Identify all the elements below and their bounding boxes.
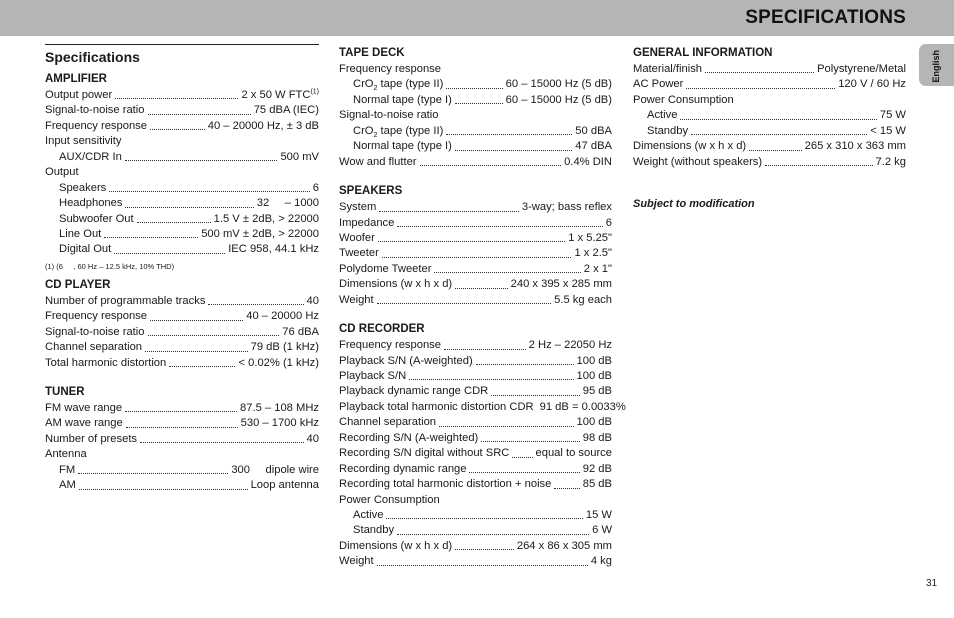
amplifier-title: AMPLIFIER bbox=[45, 73, 107, 85]
cd-player-title: CD PLAYER bbox=[45, 278, 111, 291]
spec-row: Playback dynamic range CDR 95 dB bbox=[339, 385, 612, 398]
spec-row: Dimensions (w x h x d) 240 x 395 x 285 mm bbox=[339, 278, 612, 291]
spec-row: Subwoofer Out 1.5 V ± 2dB, > 22000 bbox=[59, 212, 319, 225]
spec-row: Playback S/N (A-weighted) 100 dB bbox=[339, 354, 612, 367]
spec-row: Polydome Tweeter 2 x 1" bbox=[339, 262, 612, 275]
language-tab-label: English bbox=[931, 50, 941, 83]
footnote: (1) (6 , 60 Hz – 12.5 kHz, 10% THD) bbox=[45, 261, 175, 271]
spec-row: Impedance 6 bbox=[339, 216, 612, 229]
divider bbox=[45, 44, 319, 45]
spec-row: Standby < 15 W bbox=[647, 124, 906, 137]
spec-row: Line Out 500 mV ± 2dB, > 22000 bbox=[59, 227, 319, 240]
spec-row: CrO$_2$ tape (type II) 60 – 15000 Hz (5 dB) bbox=[353, 78, 612, 93]
spec-row: Headphones 32 – 1000 bbox=[59, 197, 319, 210]
spec-row: Weight 4 kg bbox=[339, 555, 612, 568]
spec-row: Standby 6 W bbox=[353, 524, 612, 537]
speakers-title: SPEAKERS bbox=[339, 185, 403, 198]
spec-row: Frequency response 2 Hz – 22050 Hz bbox=[339, 339, 612, 352]
spec-row: Active 15 W bbox=[353, 508, 612, 521]
spec-row: AM Loop antenna bbox=[59, 479, 319, 492]
spec-row: Recording S/N digital without SRC equal to source bbox=[339, 447, 612, 460]
spec-row: AUX/CDR In 500 mV bbox=[59, 150, 319, 163]
spec-row: Frequency response 40 – 20000 Hz bbox=[45, 310, 319, 323]
spec-row: Woofer 1 x 5.25" bbox=[339, 231, 612, 244]
tape-deck-title: TAPE DECK bbox=[339, 47, 405, 59]
page-number: 31 bbox=[926, 578, 938, 589]
column-right bbox=[633, 42, 906, 210]
spec-row: Channel separation 79 dB (1 kHz) bbox=[45, 341, 319, 354]
spec-heading: Signal-to-noise ratio bbox=[339, 109, 439, 122]
spec-row: Tweeter 1 x 2.5" bbox=[339, 247, 612, 260]
spec-heading: Input sensitivity bbox=[45, 135, 122, 148]
spec-row: FM wave range 87.5 – 108 MHz bbox=[45, 402, 319, 414]
spec-row: Signal-to-noise ratio 75 dBA (IEC) bbox=[45, 104, 319, 117]
spec-row: Weight 5.5 kg each bbox=[339, 293, 612, 306]
spec-row: Recording total harmonic distortion + noise 85 dB bbox=[339, 478, 612, 491]
spec-row: Frequency response 40 – 20000 Hz, ± 3 dB bbox=[45, 119, 319, 132]
spec-row: Dimensions (w x h x d) 265 x 310 x 363 mm bbox=[633, 140, 906, 153]
spec-row: Total harmonic distortion < 0.02% (1 kHz) bbox=[45, 356, 319, 369]
column-middle bbox=[339, 42, 626, 570]
language-tab bbox=[919, 44, 954, 86]
spec-heading: Output bbox=[45, 166, 79, 179]
general-info-title: GENERAL INFORMATION bbox=[633, 47, 773, 59]
spec-row: Number of presets 40 bbox=[45, 432, 319, 445]
spec-row: Signal-to-noise ratio 76 dBA bbox=[45, 325, 319, 338]
section-main-title: Specifications bbox=[45, 49, 140, 65]
cd-recorder-title: CD RECORDER bbox=[339, 323, 425, 336]
spec-row: Playback S/N 100 dB bbox=[339, 370, 612, 382]
tuner-title: TUNER bbox=[45, 386, 85, 398]
subject-to-modification-note: Subject to modification bbox=[633, 198, 755, 211]
spec-row: System 3-way; bass reflex bbox=[339, 201, 612, 214]
spec-row: Playback total harmonic distortion CDR 91 dB = 0.0033% bbox=[339, 400, 626, 413]
spec-row: Normal tape (type I) 60 – 15000 Hz (5 dB) bbox=[353, 93, 612, 106]
spec-heading: Frequency response bbox=[339, 63, 441, 75]
spec-row: Wow and flutter 0.4% DIN bbox=[339, 155, 612, 168]
spec-row: Active 75 W bbox=[647, 109, 906, 122]
page-title: SPECIFICATIONS bbox=[745, 7, 906, 28]
spec-row: Speakers 6 bbox=[59, 181, 319, 194]
spec-row: FM 300 dipole wire bbox=[59, 463, 319, 476]
spec-row: Digital Out IEC 958, 44.1 kHz bbox=[59, 243, 319, 256]
column-left bbox=[45, 42, 319, 494]
spec-row: Normal tape (type I) 47 dBA bbox=[353, 140, 612, 153]
spec-row: Recording S/N (A-weighted) 98 dB bbox=[339, 431, 612, 444]
spec-row: Number of programmable tracks 40 bbox=[45, 294, 319, 307]
spec-row: CrO$_2$ tape (type II) 50 dBA bbox=[353, 124, 612, 139]
spec-heading: Power Consumption bbox=[633, 93, 734, 106]
spec-row: Dimensions (w x h x d) 264 x 86 x 305 mm bbox=[339, 539, 612, 552]
spec-row: AC Power 120 V / 60 Hz bbox=[633, 78, 906, 91]
spec-row: Material/finish Polystyrene/Metal bbox=[633, 63, 906, 75]
spec-heading: Antenna bbox=[45, 448, 87, 461]
spec-row: Output power 2 x 50 W FTC$^{(1)}$ bbox=[45, 88, 319, 101]
spec-row: Channel separation 100 dB bbox=[339, 416, 612, 429]
spec-row: Weight (without speakers) 7.2 kg bbox=[633, 155, 906, 168]
spec-row: Recording dynamic range 92 dB bbox=[339, 462, 612, 475]
header-bar bbox=[0, 0, 954, 36]
spec-heading: Power Consumption bbox=[339, 493, 440, 506]
spec-row: AM wave range 530 – 1700 kHz bbox=[45, 417, 319, 430]
